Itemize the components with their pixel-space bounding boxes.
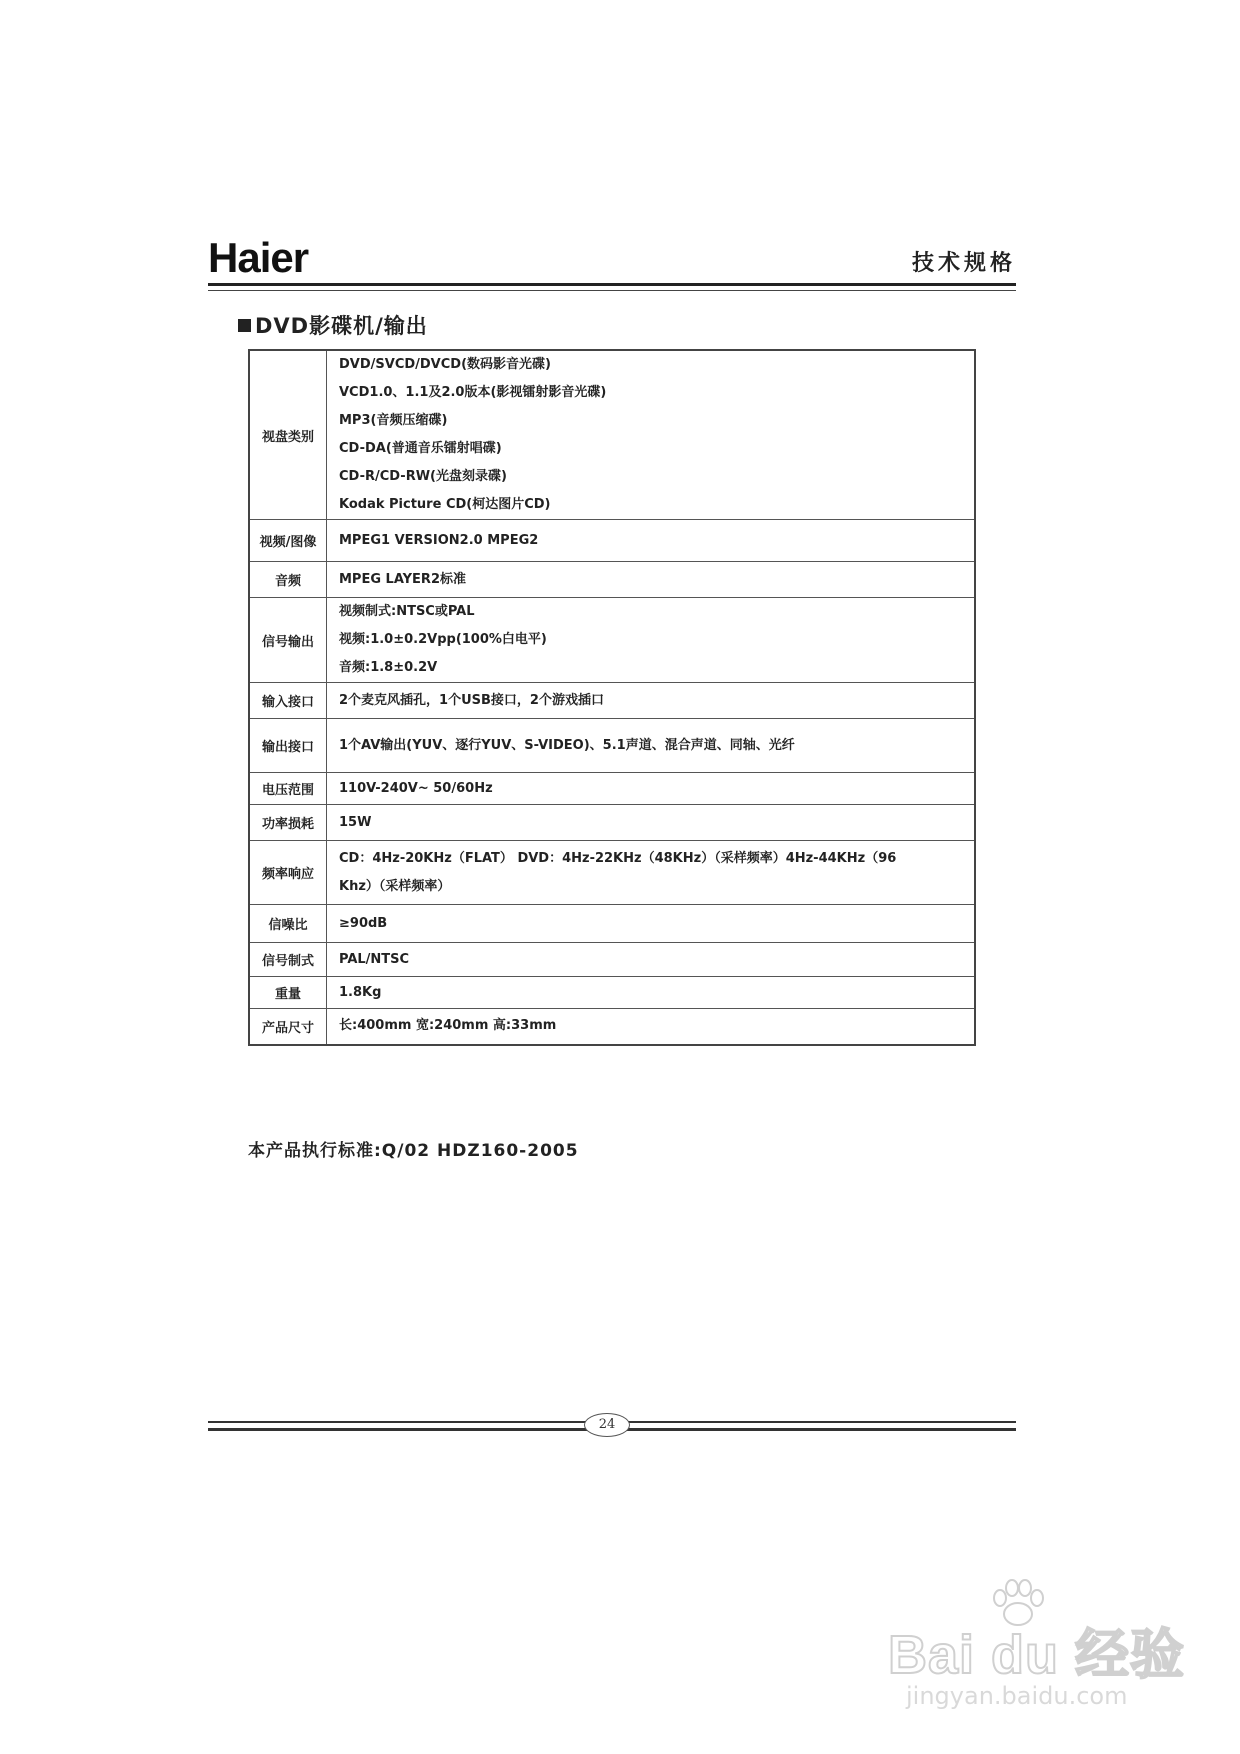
baidu-watermark [888, 1578, 1208, 1718]
standard-note: 本产品执行标准:Q/02 HDZ160-2005 [248, 1141, 579, 1161]
spec-value [327, 805, 976, 841]
spec-value [327, 683, 976, 719]
spec-value-line: CD-R/CD-RW(光盘刻录碟) [339, 469, 507, 484]
spec-row [249, 805, 975, 841]
spec-value-line: CD：4Hz-20KHz（FLAT） DVD：4Hz-22KHz（48KHz）（采样频率）4Hz-44KHz（96 [339, 850, 897, 866]
spec-value-line: 1个AV输出(YUV、逐行YUV、S-VIDEO)、5.1声道、混合声道、同轴、光纤 [339, 737, 795, 753]
spec-label: 视频/图像 [249, 520, 327, 562]
spec-value-line: 110V-240V~ 50/60Hz [339, 780, 493, 796]
spec-value-line: 视频:1.0±0.2Vpp(100%白电平) [339, 632, 547, 647]
spec-row [249, 1009, 975, 1045]
section-title [238, 310, 428, 340]
spec-label: 输入接口 [249, 683, 327, 719]
spec-value [327, 841, 976, 905]
spec-value-line: 视频制式:NTSC或PAL [339, 604, 475, 619]
spec-row [249, 598, 975, 683]
spec-value-line: 长:400mm 宽:240mm 高:33mm [339, 1018, 557, 1034]
spec-row [249, 520, 975, 562]
spec-value-line: VCD1.0、1.1及2.0版本(影视镭射影音光碟) [339, 385, 607, 400]
spec-value [327, 905, 976, 943]
spec-value-line: Kodak Picture CD(柯达图片CD) [339, 497, 551, 512]
spec-label: 功率损耗 [249, 805, 327, 841]
spec-row [249, 773, 975, 805]
spec-label: 音频 [249, 562, 327, 598]
spec-row [249, 905, 975, 943]
spec-value [327, 562, 976, 598]
spec-value [327, 773, 976, 805]
spec-label: 频率响应 [249, 841, 327, 905]
page-header [208, 232, 1016, 288]
spec-value [327, 520, 976, 562]
spec-value [327, 719, 976, 773]
spec-value [327, 943, 976, 977]
spec-value [327, 598, 976, 683]
spec-value-line: 音频:1.8±0.2V [339, 660, 438, 675]
spec-value-line: ≥90dB [339, 915, 388, 931]
spec-row [249, 943, 975, 977]
square-bullet-icon [238, 319, 251, 332]
spec-value-line: DVD/SVCD/DVCD(数码影音光碟) [339, 357, 551, 372]
watermark-url: jingyan.baidu.com [906, 1682, 1128, 1710]
spec-value-line: MPEG1 VERSION2.0 MPEG2 [339, 532, 539, 548]
spec-label: 信号制式 [249, 943, 327, 977]
spec-value-line: Khz）（采样频率） [339, 878, 451, 894]
spec-row [249, 841, 975, 905]
spec-value [327, 977, 976, 1009]
spec-label: 信号输出 [249, 598, 327, 683]
spec-value-line: CD-DA(普通音乐镭射唱碟) [339, 441, 502, 456]
section-title-text: DVD影碟机/输出 [255, 314, 428, 338]
spec-row [249, 683, 975, 719]
spec-value-line: 2个麦克风插孔，1个USB接口，2个游戏插口 [339, 692, 604, 708]
spec-value-line: MP3(音频压缩碟) [339, 413, 448, 428]
spec-table [248, 349, 976, 1046]
spec-row [249, 977, 975, 1009]
page-number: 24 [584, 1413, 630, 1437]
header-rule [208, 283, 1016, 286]
haier-logo: Haier [208, 234, 309, 281]
spec-label: 重量 [249, 977, 327, 1009]
spec-label: 产品尺寸 [249, 1009, 327, 1045]
spec-value-line: 15W [339, 814, 372, 830]
spec-label: 输出接口 [249, 719, 327, 773]
spec-value-line: MPEG LAYER2标准 [339, 571, 466, 587]
spec-row [249, 562, 975, 598]
spec-label: 信噪比 [249, 905, 327, 943]
spec-value [327, 350, 976, 520]
spec-row [249, 350, 975, 520]
spec-value [327, 1009, 976, 1045]
header-rule-thin [208, 290, 1016, 291]
header-title: 技术规格 [911, 251, 1016, 276]
watermark-brand: Bai du 经验 [888, 1625, 1186, 1685]
spec-label: 视盘类别 [249, 350, 327, 520]
spec-value-line: 1.8Kg [339, 984, 382, 1000]
spec-value-line: PAL/NTSC [339, 951, 410, 967]
spec-row [249, 719, 975, 773]
spec-label: 电压范围 [249, 773, 327, 805]
